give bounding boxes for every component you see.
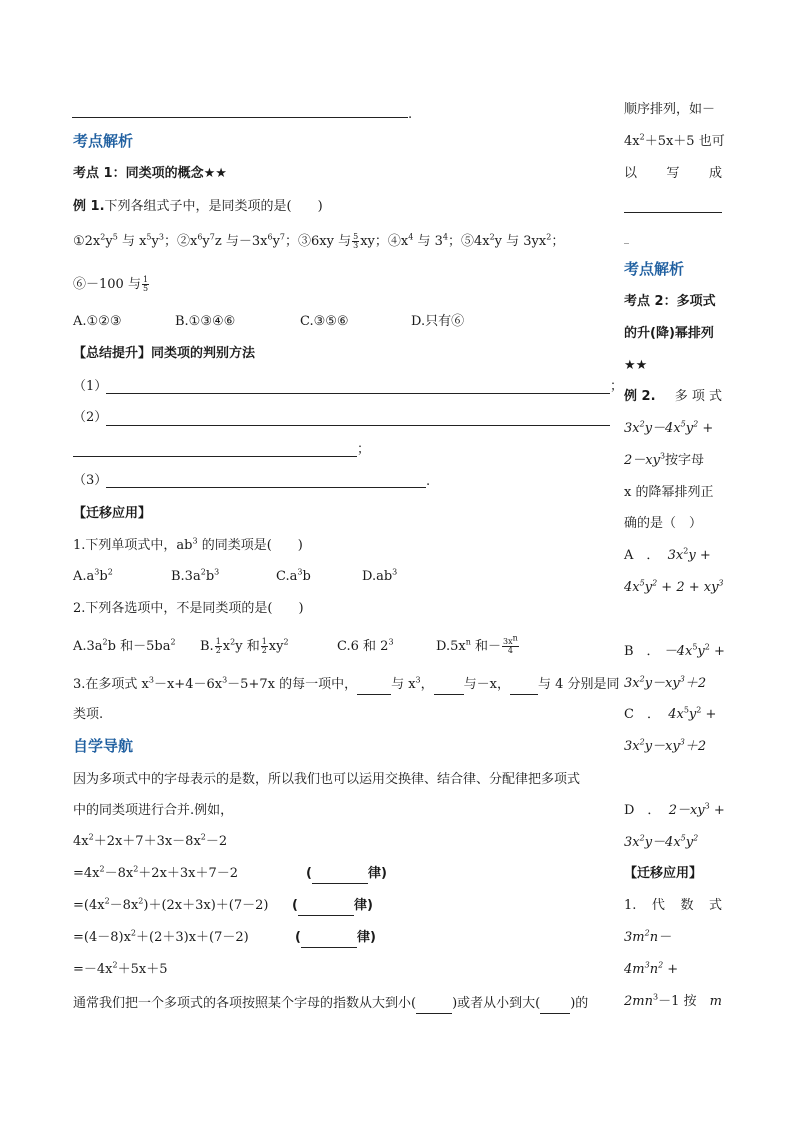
q1-choice-b: $B.3a^2b^3$ [171,567,220,584]
example1-question: 例 1.下列各组式子中，是同类项的是( ) [73,199,323,214]
option-a-line-1: A ． $3x^2y$ + [624,546,711,563]
q1-text: 1.下列单项式中，$ab^3$ 的同类项是( ) [73,536,303,553]
example1-choice-a: A.①②③ [73,314,122,329]
q2-choice-d: $D.5x^n$ 和－ $\frac{3x^n}{4}$ [436,633,518,655]
q2-choice-c: C.6 和 $2^3$ [337,637,394,654]
option-b-line-1: B ． $-4x^5y^2$ + [624,642,725,659]
final-sentence: 通常我们把一个多项式的各项按照某个字母的指数从大到小( )或者从小到大( )的 [73,995,588,1014]
equation-0: $4x^2+2x+7+3x-8x^2-2$ [73,832,228,849]
summary-line-3[interactable] [106,487,426,488]
migration-title: 【迁移应用】 [73,506,152,521]
fraction: $\frac{1}{5}$ [142,275,149,293]
right-line-1: 顺序排列，如－ [624,102,716,117]
q3-blank-1[interactable] [357,676,391,695]
fraction: $\frac{5}{3}$ [353,232,359,250]
summary-end-2: ； [357,442,371,457]
equation-1: $=4x^2-8x^2+2x+3x+7-2$ [73,864,239,881]
equation-3: $=(4-8)x^2+(2+3)x+(7-2)$ [73,928,249,945]
example2-line-5: 确的是（ ） [624,516,703,531]
q2-choice-b: B. $\frac{1}{2}$ $x^2y$ 和 $\frac{1}{2}$ $xy^2$ [200,637,289,655]
example1-choice-c: C.③⑤⑥ [300,314,349,329]
q2-choice-a: $A.3a^2b$ 和$-5ba^2$ [73,637,176,654]
option-d-line-2: $3x^2y-4x^5y^2$ [624,833,699,850]
fraction: $\frac{3x^n}{4}$ [503,633,518,655]
kaodian2-title-2: 的升(降)幂排列 [624,326,714,341]
right-line-4: _ [624,233,629,244]
self-study-heading: 自学导航 [73,737,134,755]
top-period: . [408,107,413,122]
summary-end-1: ； [610,379,624,394]
example2-line-2: $3x^2y-4x^5y^2$ + [624,419,714,436]
final-blank-1[interactable] [416,995,452,1014]
equation-4: $=-4x^2+5x+5$ [73,960,168,977]
fraction: $\frac{1}{2}$ [215,637,221,655]
stars-icon: ★★ [203,166,227,181]
summary-title: 【总结提升】同类项的判别方法 [73,346,256,361]
right-q1-line-4: $2mn^3-1$ 按 m [624,992,722,1009]
right-migration-title: 【迁移应用】 [624,866,703,881]
summary-item-1: （1） [73,379,108,394]
summary-item-2: （2） [73,410,108,425]
equation-2: $=(4x^2-8x^2)+(2x+3x)+(7-2)$ [73,896,269,913]
summary-line-1[interactable] [106,393,610,394]
example2-line-3: $2-xy^3$按字母 [624,451,705,468]
answer-line-top [72,117,408,118]
summary-line-2b[interactable] [73,456,357,457]
example2-line-1: 例 2. 多 项 式 [624,389,722,404]
right-line-2: $4x^2+5x+5$ 也可 [624,132,725,149]
example1-choice-b: B.①③④⑥ [175,314,236,329]
q3-blank-3[interactable] [510,676,538,695]
right-answer-line[interactable] [624,212,722,213]
fraction: $\frac{1}{2}$ [261,637,267,655]
summary-line-2a[interactable] [106,425,610,426]
kaodian2-title-1: 考点 2：多项式 [624,294,716,309]
example1-choice-d: D.只有⑥ [411,314,465,329]
paragraph-1: 因为多项式中的字母表示的是数，所以我们也可以运用交换律、结合律、分配律把多项式 [73,772,581,787]
option-b-line-2: $3x^2y-xy^3+2$ [624,674,707,691]
summary-item-3: （3） [73,473,108,488]
q1-choice-c: $C.a^3b$ [276,567,311,584]
final-blank-2[interactable] [540,995,570,1014]
option-d-line-1: D ． $2-xy^3$ + [624,801,725,818]
example1-items-row1: $①2x^2y^5$ 与 $x^5y^3$；$②x^6y^7z$ 与$-3x^6y^7$；③6xy 与 $\frac{5}{3}$ xy；$④x^4$ 与 $3^4$；$⑤4x^2y$ 与 $3yx^2$； [73,232,565,250]
kaodian-heading: 考点解析 [73,132,134,150]
example1-items-row2: ⑥－100 与 $\frac{1}{5}$ [73,275,149,293]
q1-choice-d: $D.ab^3$ [362,567,398,584]
q2-text: 2.下列各选项中，不是同类项的是( ) [73,601,304,616]
law-blank-1[interactable]: ( 律) [306,865,387,884]
kaodian1-title: 考点 1：同类项的概念★★ [73,166,227,181]
right-kaodian-heading: 考点解析 [624,260,685,278]
right-line-3: 以 写 成 [624,166,722,181]
q3-blank-2[interactable] [434,676,464,695]
right-q1-line-1: 1. 代 数 式 [624,898,722,913]
paragraph-2: 中的同类项进行合并.例如， [73,803,234,818]
option-a-line-2: $4x^5y^2 + 2 + xy^3$ [624,578,724,595]
q1-choice-a: $A.a^3b^2$ [73,567,113,584]
q3-line1: 3.在多项式 $x^3-x+4-6x^3-5+7x$ 的每一项中， 与 $x^3$， 与－x， 与 4 分别是同 [73,676,620,695]
right-q1-line-3: $4m^3n^2$ + [624,960,679,977]
law-blank-2[interactable]: ( 律) [292,897,373,916]
right-q1-line-2: $3m^2n-$ [624,928,672,945]
option-c-line-1: C ． $4x^5y^2$ + [624,705,717,722]
summary-end-3: . [426,474,431,489]
option-c-line-2: $3x^2y-xy^3+2$ [624,737,707,754]
q3-line2: 类项. [73,707,104,722]
example2-line-4: x 的降幂排列正 [624,485,714,500]
stars-icon: ★★ [624,358,648,373]
law-blank-3[interactable]: ( 律) [295,929,376,948]
